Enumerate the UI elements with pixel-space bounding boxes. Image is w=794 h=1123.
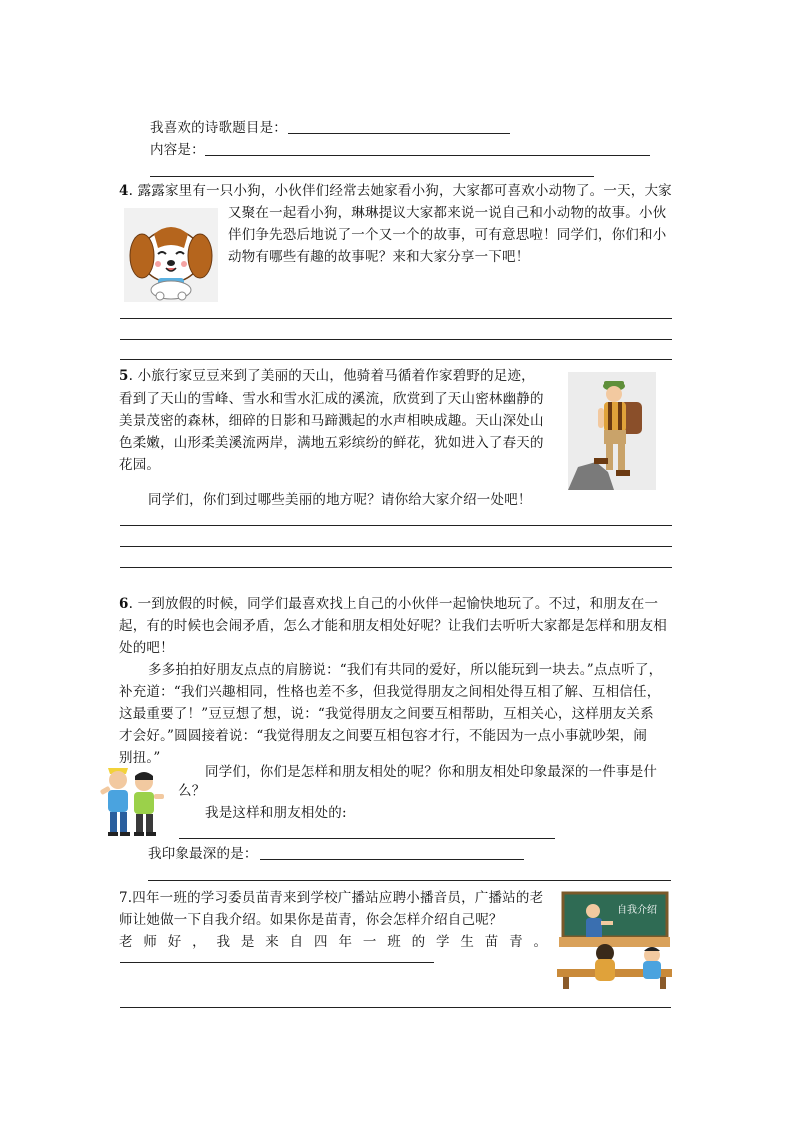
q7-line-2: 师让她做一下自我介绍。如果你是苗青，你会怎样介绍自己呢？ [119, 912, 503, 928]
q7-answer-line-2[interactable] [120, 1007, 671, 1008]
q6-line-7: 才会好。”圆圆接着说：“我觉得朋友之间要互相包容才行，不能因为一点小事就吵架，闹 [119, 728, 648, 744]
q6-prompt-line-2: 么？ [178, 783, 206, 799]
classroom-illustration [557, 891, 672, 989]
q6-line-5: 补充道：“我们兴趣相同，性格也差不多，但我觉得朋友之间相处得互相了解、互相信任， [119, 684, 661, 700]
hiker-illustration [568, 372, 656, 490]
q4-answer-line-2[interactable] [120, 339, 672, 340]
puppy-icon [124, 208, 218, 302]
q6-answer-line[interactable] [148, 880, 671, 881]
hiker-icon [568, 372, 656, 490]
q7-line-3: 老师好，我是来自四年一班的学生苗青。 [119, 934, 547, 950]
q6-how-label: 我是这样和朋友相处的: [205, 805, 347, 821]
q7-line-1: 7.四年一班的学习委员苗青来到学校广播站应聘小播音员，广播站的老 [119, 890, 544, 906]
q5-line-3: 美景茂密的森林，细碎的日影和马蹄溅起的水声相映成趣。天山深处山 [119, 413, 544, 429]
classroom-icon [557, 891, 672, 989]
q5-answer-line-1[interactable] [120, 525, 672, 526]
q5-answer-line-2[interactable] [120, 546, 672, 547]
q6-prompt-line-1: 同学们，你们是怎样和朋友相处的呢？你和朋友相处印象最深的一件事是什 [205, 764, 658, 780]
q5-number: 5 [119, 368, 129, 384]
puppy-illustration [124, 208, 218, 302]
poem-title-blank[interactable] [288, 133, 510, 134]
q5-answer-line-3[interactable] [120, 567, 672, 568]
q4-line-4: 动物有哪些有趣的故事呢？来和大家分享一下吧！ [228, 249, 530, 265]
q4-line-1: 4. 露露家里有一只小狗，小伙伴们经常去她家看小狗，大家都可喜欢小动物了。一天，大家 [119, 183, 672, 199]
q7-answer-blank-1[interactable] [120, 962, 434, 963]
q5-line-4: 色柔嫩，山形柔美溪流两岸，满地五彩缤纷的鲜花，犹如进入了春天的 [119, 435, 544, 451]
q6-number: 6 [119, 596, 129, 612]
q6-deepest-blank[interactable] [260, 859, 524, 860]
q4-number: 4 [119, 183, 129, 199]
q6-line-4: 多多拍拍好朋友点点的肩膀说：“我们有共同的爱好，所以能玩到一块去。”点点听了， [148, 662, 663, 678]
q5-line-2: 看到了天山的雪峰、雪水和雪水汇成的溪流，欣赏到了天山密林幽静的 [119, 391, 544, 407]
q5-line-1: 5. 小旅行家豆豆来到了美丽的天山，他骑着马循着作家碧野的足迹， [119, 368, 535, 384]
content-label: 内容是： [150, 142, 205, 158]
q4-answer-line-3[interactable] [120, 359, 672, 360]
q6-line-1: 6. 一到放假的时候，同学们最喜欢找上自己的小伙伴一起愉快地玩了。不过，和朋友在一 [119, 596, 659, 612]
friends-illustration [100, 764, 164, 840]
content-blank-2[interactable] [150, 176, 594, 177]
q6-line-2: 起，有的时候也会闹矛盾，怎么才能和朋友相处好呢？让我们去听听大家都是怎样和朋友相 [119, 618, 667, 634]
content-blank-1[interactable] [205, 155, 650, 156]
q6-line-8: 别扭。” [119, 750, 161, 766]
q5-line-5: 花园。 [119, 457, 161, 473]
q6-how-blank[interactable] [179, 838, 555, 839]
board-text: 自我介绍 [617, 905, 657, 916]
q6-line-3: 处的吧！ [119, 640, 174, 656]
q4-line-3: 伴们争先恐后地说了一个又一个的故事，可有意思啦！同学们，你们和小 [228, 227, 667, 243]
q4-answer-line-1[interactable] [120, 318, 672, 319]
q4-line-2: 又聚在一起看小狗，琳琳提议大家都来说一说自己和小动物的故事。小伙 [228, 205, 667, 221]
q6-line-6: 这最重要了！”豆豆想了想，说：“我觉得朋友之间要互相帮助，互相关心，这样朋友关系 [119, 706, 654, 722]
friends-icon [100, 764, 164, 840]
poem-title-label: 我喜欢的诗歌题目是： [150, 120, 287, 136]
q5-prompt: 同学们，你们到过哪些美丽的地方呢？请你给大家介绍一处吧！ [148, 492, 532, 508]
q6-deepest-label: 我印象最深的是： [148, 846, 258, 862]
